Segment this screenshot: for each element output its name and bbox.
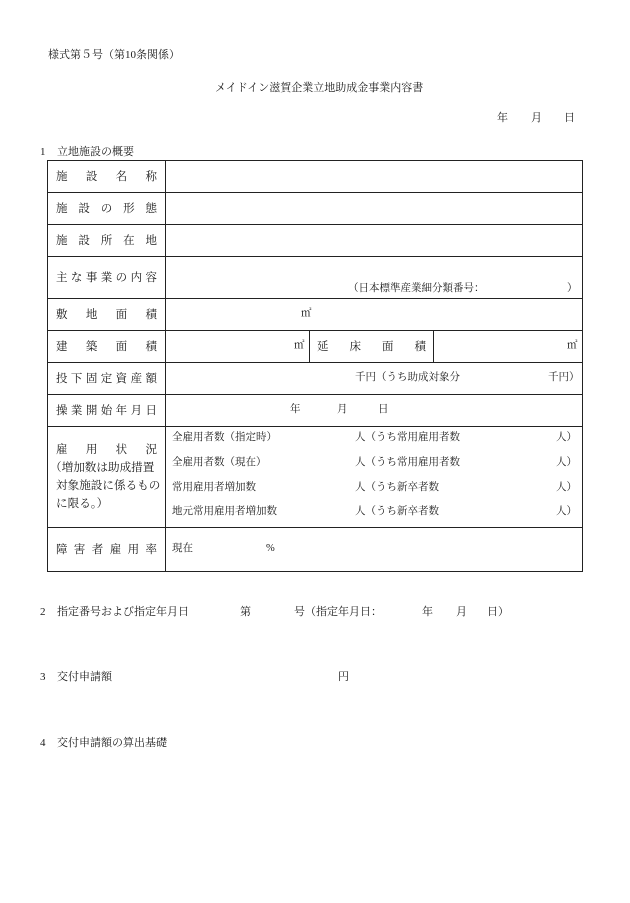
facility-location-value bbox=[166, 225, 582, 256]
label-cell bbox=[48, 299, 176, 330]
employment-unit-end: 人） bbox=[556, 482, 577, 493]
section-title: 立地施設の概要 bbox=[57, 146, 134, 158]
facility-overview-table bbox=[47, 160, 583, 572]
section-title: 交付申請額 bbox=[57, 671, 112, 683]
section-number: 4 bbox=[40, 737, 46, 749]
row-main-business bbox=[48, 256, 582, 298]
row-disability-employment-rate bbox=[48, 527, 582, 571]
employment-item: 全雇用者数（指定時） bbox=[172, 432, 277, 443]
floor-area-label: 延床面積 bbox=[317, 340, 447, 353]
section-number: 1 bbox=[40, 146, 46, 158]
date-month-label: 月 bbox=[531, 112, 542, 124]
start-day-label: 日 bbox=[378, 404, 389, 415]
label-cell bbox=[48, 257, 166, 298]
document-title: メイドイン滋賀企業立地助成金事業内容書 bbox=[215, 82, 424, 94]
section-number: 2 bbox=[40, 606, 46, 618]
row-label: 施設所在地 bbox=[56, 234, 168, 247]
designation-month-label: 月 bbox=[456, 606, 467, 618]
label-cell bbox=[48, 363, 166, 394]
label-cell bbox=[48, 395, 166, 426]
label-cell bbox=[48, 161, 176, 192]
employment-item: 全雇用者数（現在） bbox=[172, 457, 267, 468]
employment-note-line: 対象施設に係るもの bbox=[56, 479, 161, 492]
industry-code-suffix: ） bbox=[567, 283, 578, 294]
row-label: 操業開始年月日 bbox=[56, 404, 161, 417]
start-year-label: 年 bbox=[290, 404, 301, 415]
row-site-area bbox=[48, 298, 582, 330]
employment-unit: 人（うち新卒者数 bbox=[355, 506, 439, 517]
amount-unit: 円 bbox=[338, 671, 349, 683]
investment-subsidy-unit: 千円） bbox=[548, 372, 580, 383]
employment-item: 常用雇用者増加数 bbox=[172, 482, 256, 493]
disability-rate-prefix: 現在 bbox=[172, 543, 193, 554]
designation-number-suffix: 号（指定年月日： bbox=[294, 606, 382, 618]
section-number: 3 bbox=[40, 671, 46, 683]
row-label: 敷地面積 bbox=[56, 308, 176, 321]
employment-unit-end: 人） bbox=[556, 457, 577, 468]
form-number: 様式第５号（第10条関係） bbox=[48, 49, 180, 61]
label-cell bbox=[48, 331, 176, 362]
employment-unit: 人（うち常用雇用者数 bbox=[355, 432, 460, 443]
designation-number-prefix: 第 bbox=[240, 606, 251, 618]
row-label: 投下固定資産額 bbox=[56, 372, 161, 385]
label-cell bbox=[48, 193, 166, 224]
row-facility-form bbox=[48, 192, 582, 224]
row-facility-name bbox=[48, 161, 582, 192]
row-facility-location bbox=[48, 224, 582, 256]
designation-year-label: 年 bbox=[422, 606, 433, 618]
section-title: 交付申請額の算出基礎 bbox=[57, 737, 167, 749]
employment-unit: 人（うち新卒者数 bbox=[355, 482, 439, 493]
row-label: 雇用状況 bbox=[56, 444, 176, 456]
start-month-label: 月 bbox=[337, 404, 348, 415]
date-day-label: 日 bbox=[564, 112, 575, 124]
date-year-label: 年 bbox=[497, 112, 508, 124]
employment-note-line: に限る。） bbox=[56, 497, 109, 510]
label-cell bbox=[48, 225, 166, 256]
row-operation-start-date bbox=[48, 394, 582, 426]
facility-form-value bbox=[166, 193, 582, 224]
row-fixed-asset-investment bbox=[48, 362, 582, 394]
floor-area-unit: ㎡ bbox=[567, 340, 578, 351]
label-cell bbox=[48, 427, 176, 527]
employment-item: 地元常用雇用者増加数 bbox=[172, 506, 277, 517]
industry-code-prefix: （日本標準産業細分類番号： bbox=[348, 283, 485, 294]
row-label: 施設の形態 bbox=[56, 202, 168, 215]
employment-note-line: （増加数は助成措置 bbox=[50, 461, 155, 474]
row-label: 建築面積 bbox=[56, 340, 176, 353]
disability-rate-unit: % bbox=[266, 543, 275, 554]
facility-name-value bbox=[166, 161, 582, 192]
site-area-unit: ㎡ bbox=[301, 308, 312, 319]
label-cell bbox=[48, 528, 166, 571]
row-label: 障害者雇用率 bbox=[56, 543, 164, 556]
row-employment-status bbox=[48, 426, 582, 527]
row-label: 主な事業の内容 bbox=[56, 271, 161, 284]
building-area-unit: ㎡ bbox=[294, 340, 305, 351]
row-building-area bbox=[48, 330, 582, 362]
employment-unit-end: 人） bbox=[556, 432, 577, 443]
section-title: 指定番号および指定年月日 bbox=[57, 606, 189, 618]
designation-day-label: 日） bbox=[487, 606, 509, 618]
employment-unit-end: 人） bbox=[556, 506, 577, 517]
employment-unit: 人（うち常用雇用者数 bbox=[355, 457, 460, 468]
investment-unit: 千円（うち助成対象分 bbox=[355, 372, 460, 383]
row-label: 施設名称 bbox=[56, 170, 176, 183]
floor-area-label-cell bbox=[309, 331, 447, 362]
